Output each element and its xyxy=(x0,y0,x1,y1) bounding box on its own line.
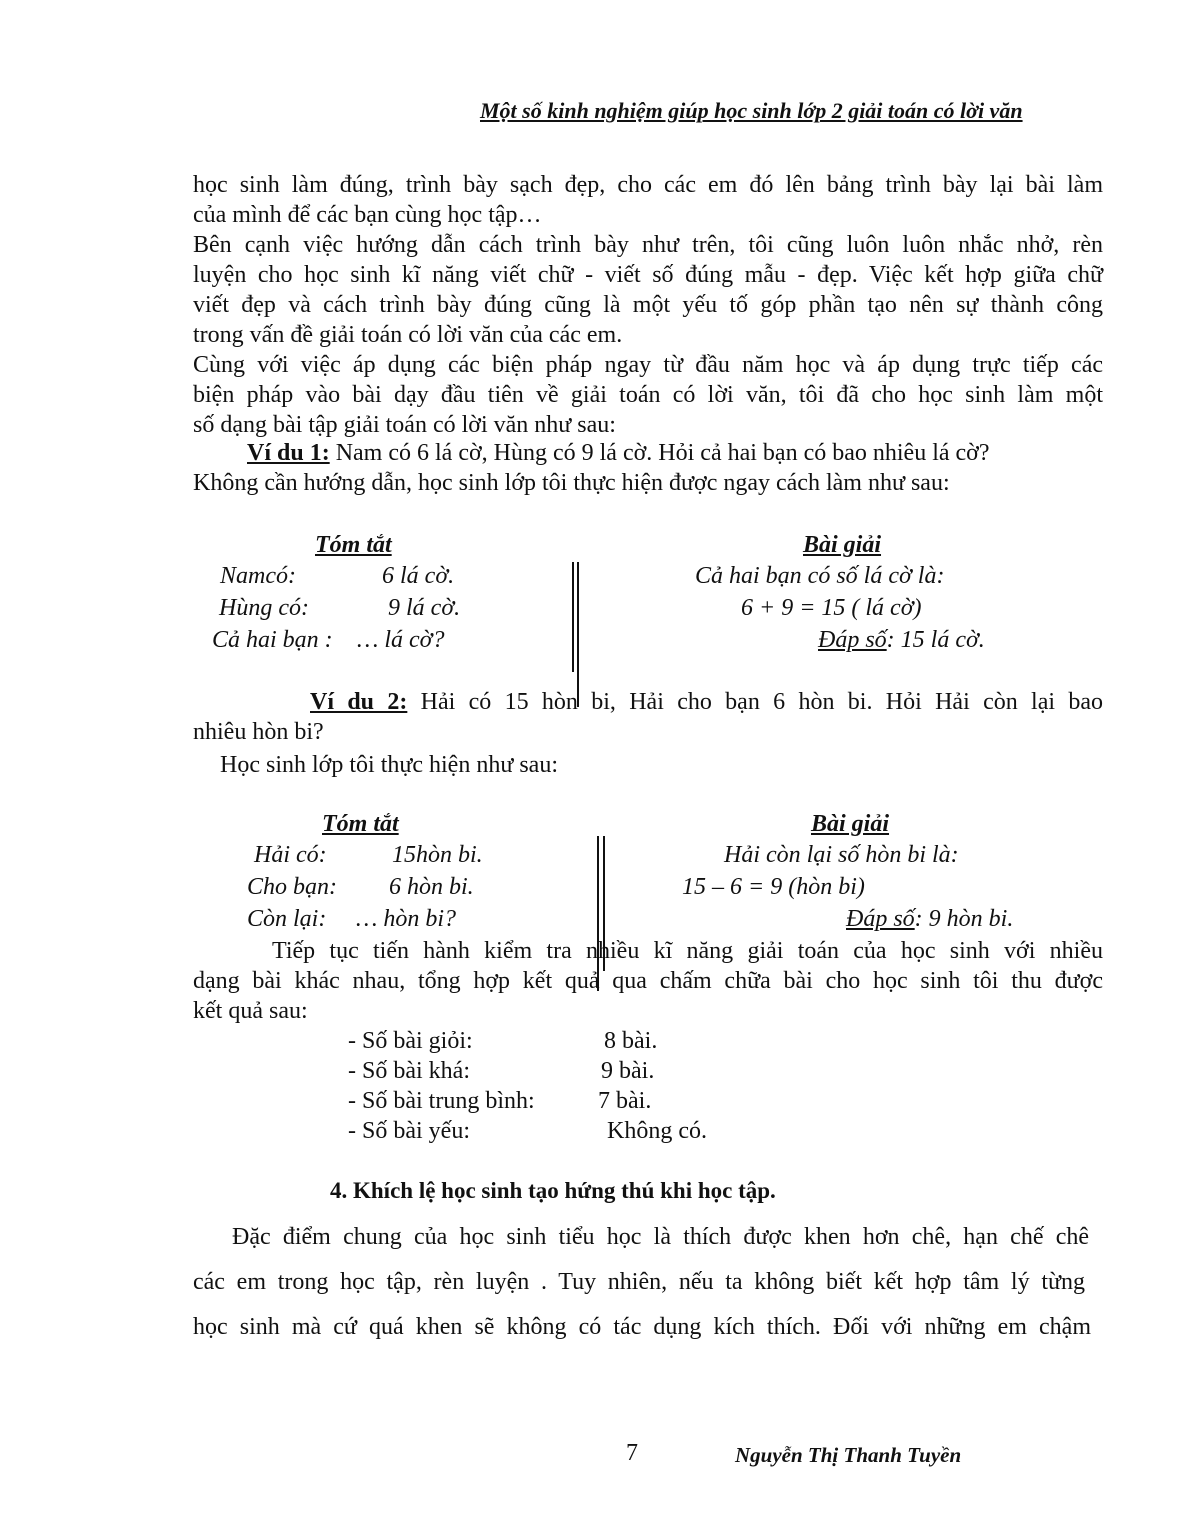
example2-summary-value: 6 hòn bi. xyxy=(389,874,474,900)
section4-line: học sinh mà cứ quá khen sẽ không có tác dụng kích thích. Đối với những em chậm xyxy=(193,1314,1091,1340)
example2-summary-label: Cho bạn: xyxy=(247,874,337,900)
result-label: - Số bài yếu: xyxy=(348,1118,470,1144)
example1-note: Không cần hướng dẫn, học sinh lớp tôi thực hiện được ngay cách làm như sau: xyxy=(193,470,950,496)
example1-question xyxy=(247,440,990,467)
text-line: viết đẹp và cách trình bày đúng cũng là một yếu tố góp phần tạo nên sự thành công xyxy=(193,292,1103,318)
page-number: 7 xyxy=(626,1440,638,1466)
answer-value: : 15 lá cờ. xyxy=(886,627,985,653)
results-intro-line: dạng bài khác nhau, tổng hợp kết quả qua chấm chữa bài cho học sinh tôi thu được xyxy=(193,968,1103,994)
answer-label: Đáp số xyxy=(846,906,915,932)
example1-summary-value: … lá cờ? xyxy=(357,627,445,653)
author-name: Nguyễn Thị Thanh Tuyền xyxy=(735,1443,962,1467)
example1-summary-title: Tóm tắt xyxy=(315,532,392,558)
example2-summary-value: … hòn bi? xyxy=(356,906,457,932)
intro-paragraph xyxy=(193,170,1103,440)
text-line: của mình để các bạn cùng học tập… xyxy=(193,202,542,228)
text-line: biện pháp vào bài dạy đầu tiên về giải toán có lời văn, tôi đã cho học sinh làm một xyxy=(193,382,1103,408)
example2-summary-label: Còn lại: xyxy=(247,906,327,932)
example2-solution-title: Bài giải xyxy=(811,811,890,837)
result-label: - Số bài trung bình: xyxy=(348,1088,535,1114)
example2-text: Hải có 15 hòn bi, Hải cho bạn 6 hòn bi. Hỏi Hải còn lại bao xyxy=(407,689,1103,715)
result-label: - Số bài giỏi: xyxy=(348,1028,473,1054)
text-line: học sinh làm đúng, trình bày sạch đẹp, cho các em đó lên bảng trình bày lại bài làm xyxy=(193,172,1103,198)
text-line: Cùng với việc áp dụng các biện pháp ngay từ đầu năm học và áp dụng trực tiếp các xyxy=(193,352,1103,378)
example1-summary-value: 6 lá cờ. xyxy=(382,563,455,589)
results-intro-line: Tiếp tục tiến hành kiểm tra nhiều kĩ năng giải toán của học sinh với nhiều xyxy=(272,938,1103,964)
text-line: Bên cạnh việc hướng dẫn cách trình bày như trên, tôi cũng luôn luôn nhắc nhở, rèn xyxy=(193,232,1103,258)
example2-label: Ví du 2: xyxy=(310,689,408,715)
divider-line xyxy=(572,562,574,672)
text-line: luyện cho học sinh kĩ năng viết chữ - viết số đúng mẫu - đẹp. Việc kết hợp giữa chữ xyxy=(193,262,1103,288)
example2-question xyxy=(310,689,1103,716)
example2-summary-label: Hải có: xyxy=(254,842,327,868)
example2-summary-value: 15hòn bi. xyxy=(392,842,483,868)
example1-answer xyxy=(818,627,985,654)
example1-solution-line: Cả hai bạn có số lá cờ là: xyxy=(695,563,945,589)
example2-summary-title: Tóm tắt xyxy=(322,811,399,837)
divider-line xyxy=(577,562,579,707)
example1-summary-label: Cả hai bạn : xyxy=(212,627,333,653)
section-heading: 4. Khích lệ học sinh tạo hứng thú khi học tập. xyxy=(330,1178,776,1203)
answer-value: : 9 hòn bi. xyxy=(914,906,1014,932)
example1-summary-label: Namcó: xyxy=(220,563,296,589)
result-label: - Số bài khá: xyxy=(348,1058,470,1084)
example2-text-cont: nhiêu hòn bi? xyxy=(193,719,324,745)
result-value: Không có. xyxy=(607,1118,707,1144)
result-value: 9 bài. xyxy=(601,1058,655,1084)
running-header: Một số kinh nghiệm giúp học sinh lớp 2 giải toán có lời văn xyxy=(480,98,1023,123)
example2-note: Học sinh lớp tôi thực hiện như sau: xyxy=(220,752,559,778)
example1-solution-title: Bài giải xyxy=(803,532,882,558)
example1-text: Nam có 6 lá cờ, Hùng có 9 lá cờ. Hỏi cả hai bạn có bao nhiêu lá cờ? xyxy=(329,440,990,466)
example1-summary-label: Hùng có: xyxy=(219,595,309,621)
example1-label: Ví du 1: xyxy=(247,440,330,466)
result-value: 7 bài. xyxy=(598,1088,652,1114)
example1-summary-value: 9 lá cờ. xyxy=(388,595,461,621)
results-intro-line: kết quả sau: xyxy=(193,998,308,1024)
answer-label: Đáp số xyxy=(818,627,887,653)
example2-answer xyxy=(846,906,1013,933)
example1-solution-calc: 6 + 9 = 15 ( lá cờ) xyxy=(741,595,922,621)
section4-line: Đặc điểm chung của học sinh tiểu học là thích được khen hơn chê, hạn chế chê xyxy=(232,1224,1089,1250)
text-line: số dạng bài tập giải toán có lời văn như sau: xyxy=(193,412,616,438)
result-value: 8 bài. xyxy=(604,1028,658,1054)
section4-line: các em trong học tập, rèn luyện . Tuy nhiên, nếu ta không biết kết hợp tâm lý từng xyxy=(193,1269,1085,1295)
text-line: trong vấn đề giải toán có lời văn của các em. xyxy=(193,322,623,348)
example2-solution-calc: 15 – 6 = 9 (hòn bi) xyxy=(682,874,865,900)
example2-solution-line: Hải còn lại số hòn bi là: xyxy=(724,842,959,868)
